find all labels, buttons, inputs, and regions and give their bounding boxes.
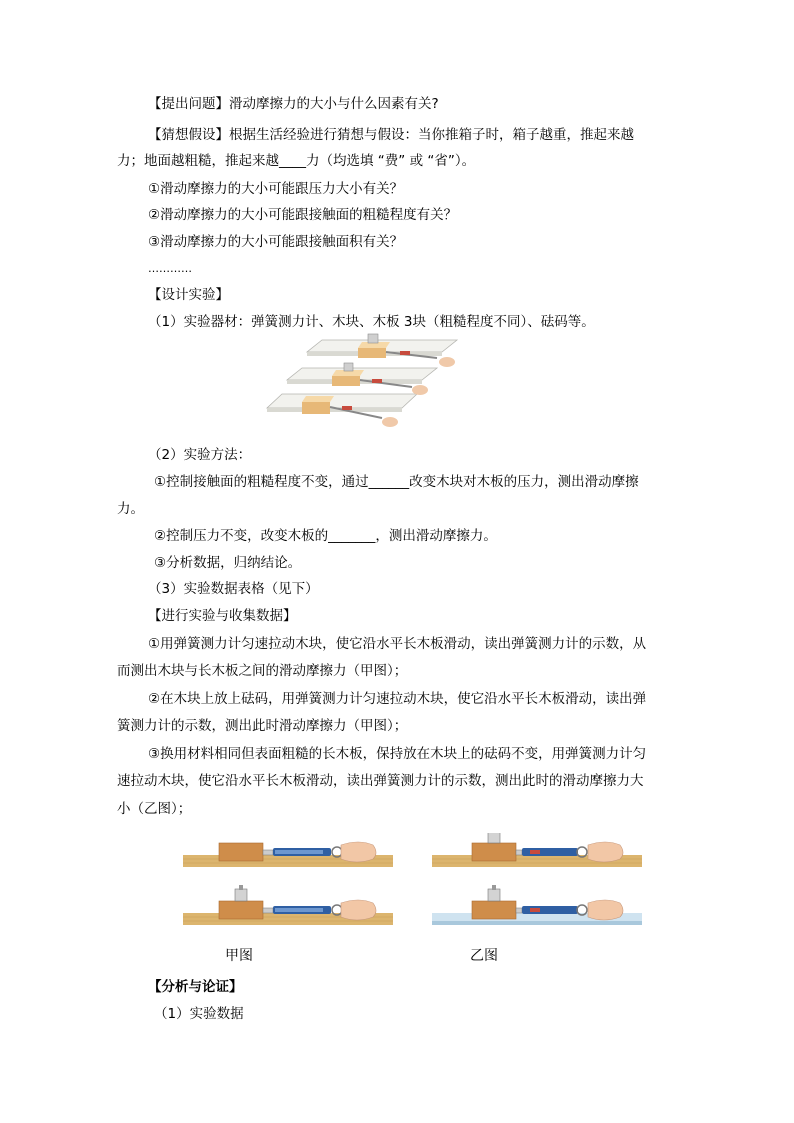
hypothesis-item-2: ②滑动摩擦力的大小可能跟接触面的粗糙程度有关？ [148, 207, 458, 223]
jia-setup-1 [183, 842, 393, 867]
jia-setup-2 [183, 885, 393, 925]
method-item-2: ②控制压力不变，改变木板的_______，测出滑动摩擦力。 [154, 528, 497, 544]
hypothesis-line-2: 力；地面越粗糙，推起来越____力（均选填 “费” 或 “省”）。 [117, 153, 476, 169]
step-1: ①用弹簧测力计匀速拉动木块，使它沿水平长木板滑动，读出弹簧测力计的示数，从 [148, 636, 647, 652]
step-2: ②在木块上放上砝码，用弹簧测力计匀速拉动木块，使它沿水平长木板滑动，读出弹 [148, 691, 647, 707]
method-item-1: ①控制接触面的粗糙程度不变，通过______改变木块对木板的压力，测出滑动摩擦 [154, 474, 639, 490]
question-heading: 【提出问题】滑动摩擦力的大小与什么因素有关? [148, 96, 439, 112]
analysis-heading: 【分析与论证】 [148, 979, 243, 995]
ellipsis: ………… [148, 262, 192, 275]
table-note: （3）实验数据表格（见下） [148, 581, 319, 597]
step-3-cont: 速拉动木块，使它沿水平长木板滑动，读出弹簧测力计的示数，测出此时的滑动摩擦力大 [117, 773, 644, 789]
figure-yi [432, 833, 642, 933]
figure-jia [183, 833, 393, 933]
method-item-1-cont: 力。 [117, 501, 144, 517]
step-1-cont: 而测出木块与长木板之间的滑动摩擦力（甲图）； [117, 663, 408, 679]
step-3-cont-2: 小（乙图）； [117, 801, 192, 817]
yi-setup-1 [432, 833, 642, 867]
caption-yi: 乙图 [470, 948, 498, 964]
hypothesis-item-1: ①滑动摩擦力的大小可能跟压力大小有关？ [148, 181, 404, 197]
step-2-cont: 簧测力计的示数，测出此时滑动摩擦力（甲图）； [117, 718, 408, 734]
yi-setup-2-rough-board [432, 885, 642, 925]
equipment-illustration [262, 332, 462, 442]
caption-jia: 甲图 [225, 948, 253, 964]
step-3: ③换用材料相同但表面粗糙的长木板，保持放在木块上的砝码不变，用弹簧测力计匀 [148, 746, 647, 762]
experiment-heading: 【进行实验与收集数据】 [148, 608, 297, 624]
design-heading: 【设计实验】 [148, 287, 229, 303]
hypothesis-line-1: 【猜想假设】根据生活经验进行猜想与假设：当你推箱子时，箱子越重，推起来越 [148, 127, 634, 143]
hypothesis-item-3: ③滑动摩擦力的大小可能跟接触面积有关？ [148, 234, 404, 250]
method-item-3: ③分析数据，归纳结论。 [154, 555, 302, 571]
data-subheading: （1）实验数据 [154, 1006, 244, 1022]
method-heading: （2）实验方法： [148, 447, 252, 463]
equipment-line: （1）实验器材：弹簧测力计、木块、木板 3块（粗糙程度不同）、砝码等。 [148, 314, 595, 330]
